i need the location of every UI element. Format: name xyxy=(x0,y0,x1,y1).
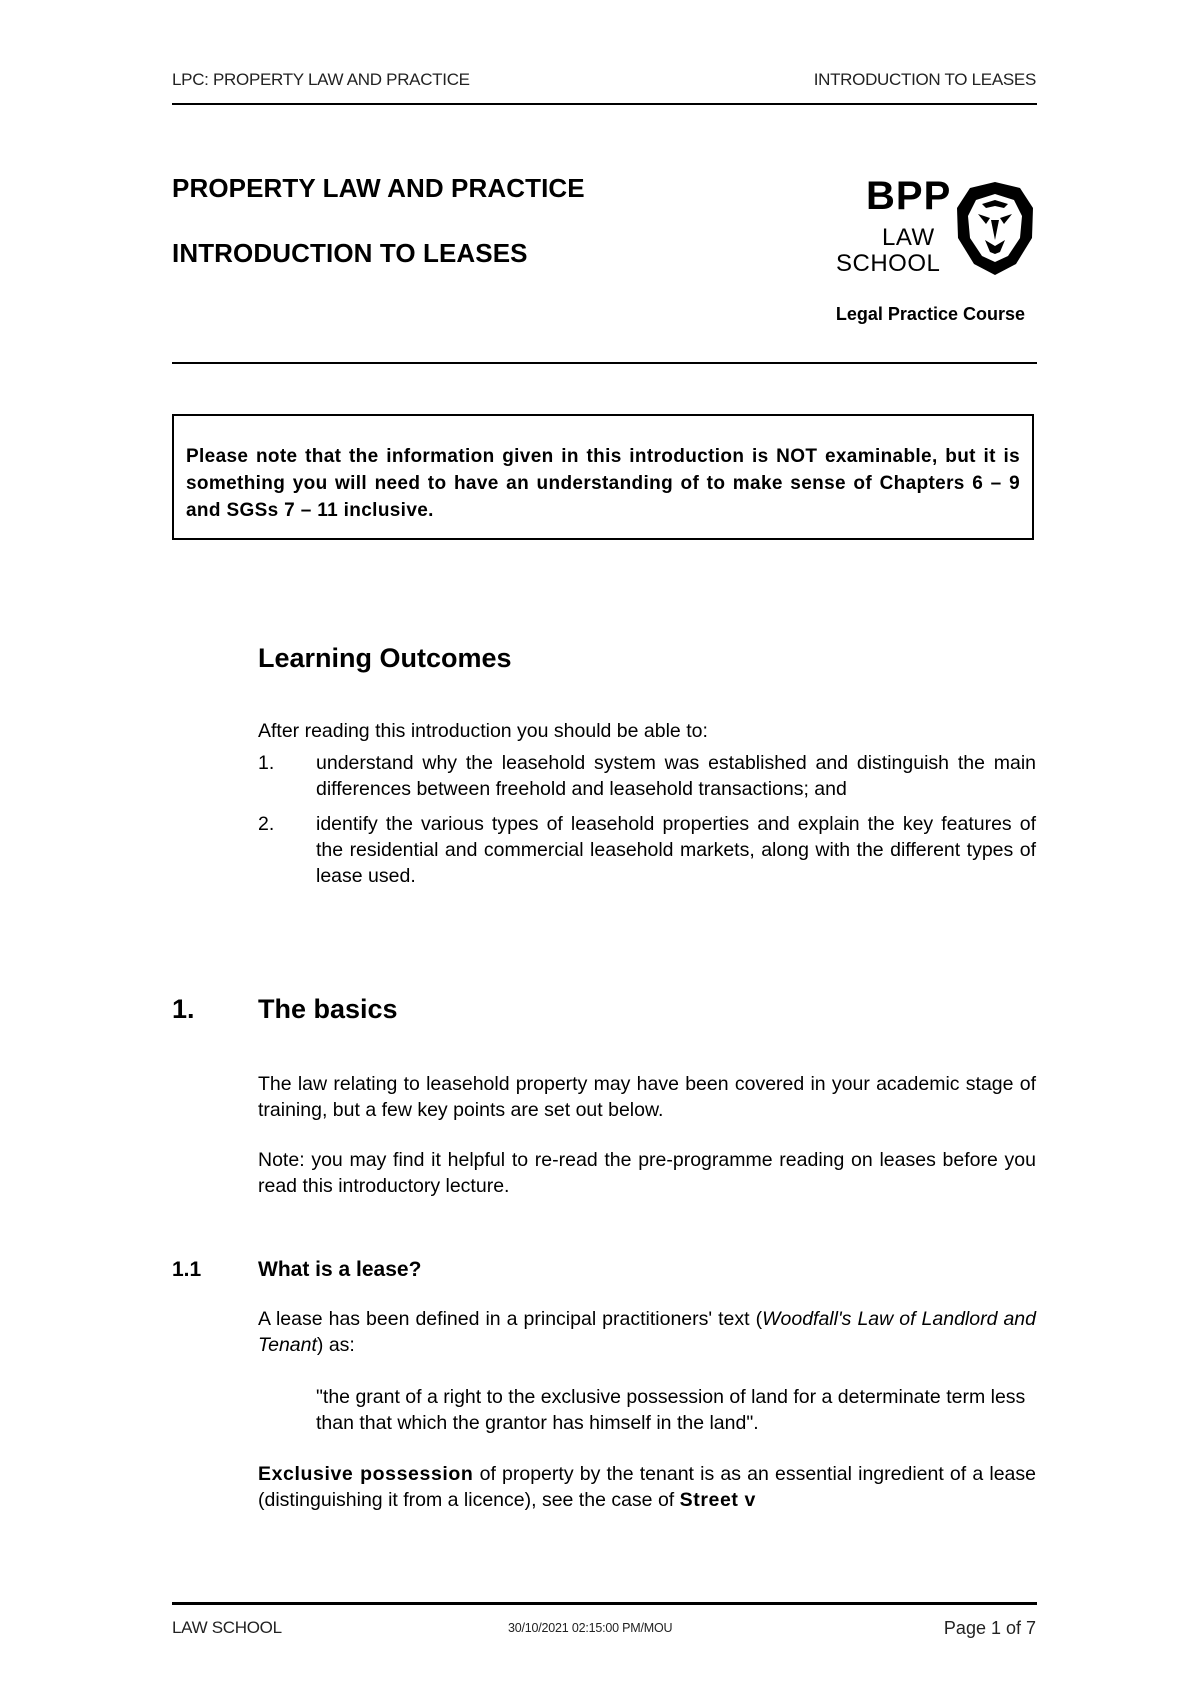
citation-title: Woodfall's Law of Landlord and Tenant xyxy=(258,1308,1036,1356)
list-item-number: 2. xyxy=(258,813,275,835)
paragraph-text: A lease has been defined in a principal practitioners' text ( xyxy=(258,1308,763,1330)
list-item-number: 1. xyxy=(258,752,275,774)
document-subtitle: INTRODUCTION TO LEASES xyxy=(172,238,528,268)
lion-head-icon xyxy=(954,180,1036,276)
logo-law-text: LAW xyxy=(882,224,935,251)
case-name: Street v xyxy=(679,1489,756,1511)
subsection-number: 1.1 xyxy=(172,1258,202,1281)
definition-quote: "the grant of a right to the exclusive possession of land for a determinate term less than that which the grantor has himself in the land". xyxy=(316,1386,1026,1434)
page-number: Page 1 of 7 xyxy=(943,1618,1036,1638)
course-label: Legal Practice Course xyxy=(835,304,1025,324)
notice-box xyxy=(172,414,1034,540)
learning-outcomes-heading: Learning Outcomes xyxy=(258,643,512,673)
list-item-text: identify the various types of leasehold properties and explain the key features of the residential and commercial leasehold markets, along with the different types of lease used. xyxy=(316,813,1036,887)
header-right: INTRODUCTION TO LEASES xyxy=(813,70,1036,89)
paragraph xyxy=(258,1306,1036,1358)
page-footer xyxy=(172,1618,1036,1642)
footer-timestamp: 30/10/2021 02:15:00 PM/MOU xyxy=(508,1621,673,1635)
notice-text: Please note that the information given in this introduction is NOT examinable, but it is something you will need to have an understanding of to make sense of Chapters 6 – 9 and SGSs 7 – 11 inclusive. xyxy=(186,446,1020,521)
footer-rule xyxy=(172,1602,1037,1605)
logo-school-text: SCHOOL xyxy=(836,250,941,277)
learning-outcomes-intro: After reading this introduction you should be able to: xyxy=(258,720,708,742)
paragraph xyxy=(258,1461,1036,1513)
title-rule xyxy=(172,362,1037,364)
paragraph: The law relating to leasehold property may have been covered in your academic stage of training, but a few key points are set out below. xyxy=(258,1073,1036,1121)
paragraph: Note: you may find it helpful to re-read the pre-programme reading on leases before you read this introductory lecture. xyxy=(258,1149,1036,1197)
logo-bpp-text: BPP xyxy=(866,174,952,218)
paragraph-text: ) as: xyxy=(316,1334,355,1356)
key-term: Exclusive possession xyxy=(258,1463,474,1485)
footer-left: LAW SCHOOL xyxy=(172,1618,282,1637)
running-header xyxy=(172,70,1036,90)
header-rule xyxy=(172,103,1037,105)
document-title: PROPERTY LAW AND PRACTICE xyxy=(172,173,585,203)
header-left: LPC: PROPERTY LAW AND PRACTICE xyxy=(172,70,470,89)
section-number: 1. xyxy=(172,994,195,1024)
subsection-title: What is a lease? xyxy=(258,1258,422,1281)
paragraph-text: of property by the tenant is as an essential ingredient of a lease (distinguishing it from a licence), see the case of xyxy=(258,1463,1036,1511)
section-title: The basics xyxy=(258,994,398,1024)
bpp-law-school-logo xyxy=(836,174,1036,285)
list-item-text: understand why the leasehold system was established and distinguish the main differences between freehold and leasehold transactions; and xyxy=(316,752,1036,800)
